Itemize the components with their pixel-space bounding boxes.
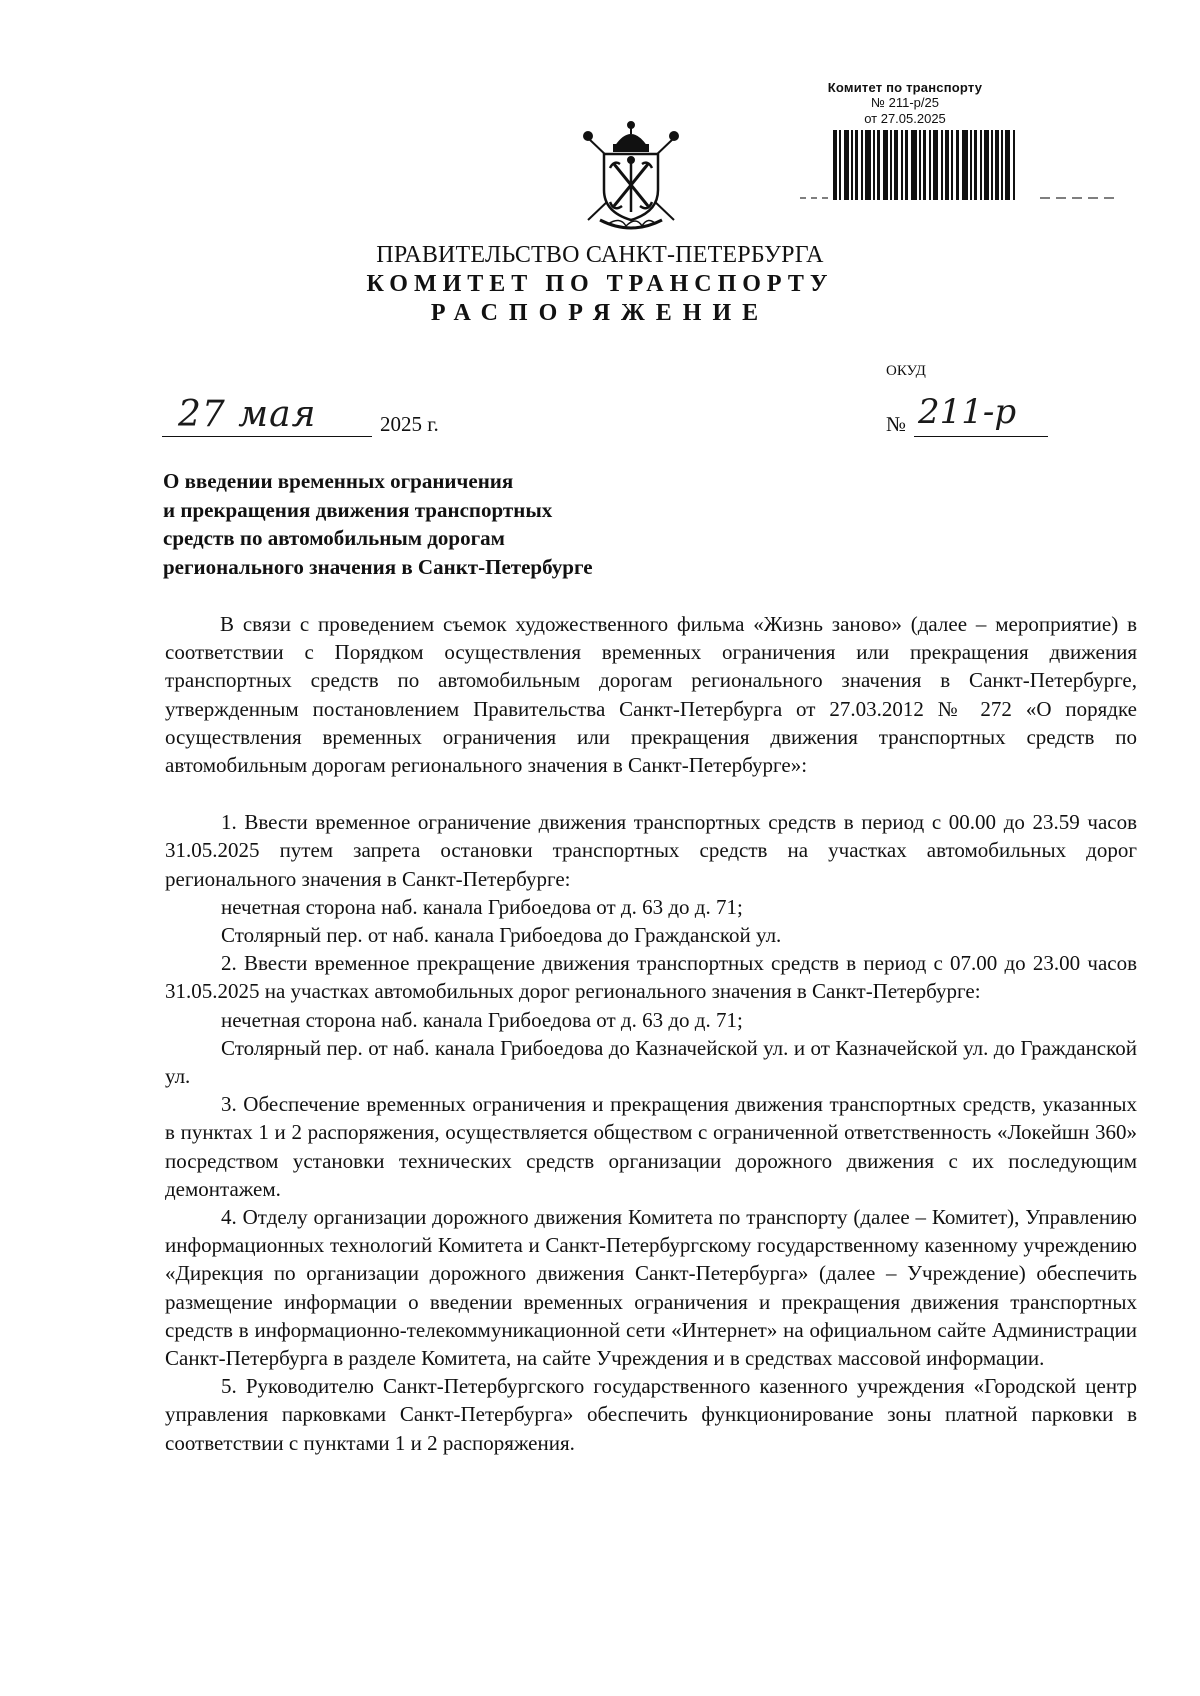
handwritten-number: 211-р	[918, 392, 1017, 432]
coat-of-arms-emblem	[580, 120, 682, 232]
clause-2-item: нечетная сторона наб. канала Грибоедова от д. 63 до д. 71;	[221, 1007, 743, 1032]
document-type-title: РАСПОРЯЖЕНИЕ	[430, 300, 770, 326]
document-subject	[163, 467, 723, 581]
date-underline	[162, 436, 372, 437]
clause-2-item: Столярный пер. от наб. канала Грибоедова до Казначейской ул. и от Казначейской ул. до Гражданской ул.	[165, 1035, 1137, 1089]
barcode	[833, 130, 1043, 200]
document-year: 2025 г.	[380, 412, 439, 436]
subject-line: О введении временных ограничения	[163, 469, 514, 493]
number-underline	[914, 436, 1048, 437]
subject-line: регионального значения в Санкт-Петербурге	[163, 554, 593, 579]
stamp-number: № 211-р/25	[871, 95, 939, 110]
stamp-org: Комитет по транспорту	[827, 80, 983, 95]
committee-title: КОМИТЕТ ПО ТРАНСПОРТУ	[366, 271, 834, 297]
intro-paragraph: В связи с проведением съемок художественного фильма «Жизнь заново» (далее – мероприятие) в соответствии с Порядком осуществления временных ограничения или прекращения движения транспортных средств по автомобильным дорогам регионального значения в Санкт-Петербурге, утвержденным постановлением Правительства Санкт-Петербурга от 27.03.2012 № 272 «О порядке осуществления временных ограничения или прекращения движения транспортных средств по автомобильным дорогам регионального значения в Санкт-Петербурге»:	[165, 612, 1137, 778]
clause-2: 2. Ввести временное прекращение движения транспортных средств в период с 07.00 до 23.00 часов 31.05.2025 на участках автомобильных дорог регионального значения в Санкт-Петербурге:	[165, 951, 1137, 1004]
handwritten-date: 27 мая	[178, 394, 317, 435]
subject-line: средств по автомобильным дорогам	[163, 526, 505, 550]
registration-stamp	[790, 80, 1020, 127]
clause-1-item: нечетная сторона наб. канала Грибоедова от д. 63 до д. 71;	[221, 894, 743, 919]
stamp-date: от 27.05.2025	[864, 111, 946, 126]
clause-1: 1. Ввести временное ограничение движения транспортных средств в период с 00.00 до 23.59 часов 31.05.2025 путем запрета остановки транспортных средств на участках автомобильных дорог регионального значения в Санкт-Петербурге:	[165, 810, 1137, 891]
clause-5: 5. Руководителю Санкт-Петербургского государственного казенного учреждения «Городской центр управления парковками Санкт-Петербурга» обеспечить функционирование зоны платной парковки в соответствии с пунктами 1 и 2 распоряжения.	[165, 1374, 1137, 1455]
paragraph-gap	[165, 779, 1137, 808]
okud-label: ОКУД	[886, 363, 926, 379]
clause-4: 4. Отделу организации дорожного движения Комитета по транспорту (далее – Комитет), Управлению информационных технологий Комитета и Санкт-Петербургскому государственному казенному учреждению «Дирекция по организации дорожного движения Санкт-Петербурга» (далее – Учреждение) обеспечить размещение информации о введении временных ограничения и прекращения движения транспортных средств в информационно-телекоммуникационной сети «Интернет» на официальном сайте Администрации Санкт-Петербурга в разделе Комитета, на сайте Учреждения и в средствах массовой информации.	[165, 1205, 1137, 1371]
government-title: ПРАВИТЕЛЬСТВО САНКТ-ПЕТЕРБУРГА	[376, 242, 824, 268]
stamp-dashed-line	[800, 195, 1120, 201]
document-body	[165, 610, 1137, 1457]
clause-3: 3. Обеспечение временных ограничения и прекращения движения транспортных средств, указанных в пунктах 1 и 2 распоряжения, осуществляется обществом с ограниченной ответственность «Локейшн 360» посредством установки технических средств организации дорожного движения с их последующим демонтажем.	[165, 1092, 1137, 1201]
number-label: №	[886, 412, 907, 436]
subject-line: и прекращения движения транспортных	[163, 497, 553, 522]
clause-1-item: Столярный пер. от наб. канала Грибоедова до Гражданской ул.	[221, 923, 782, 948]
